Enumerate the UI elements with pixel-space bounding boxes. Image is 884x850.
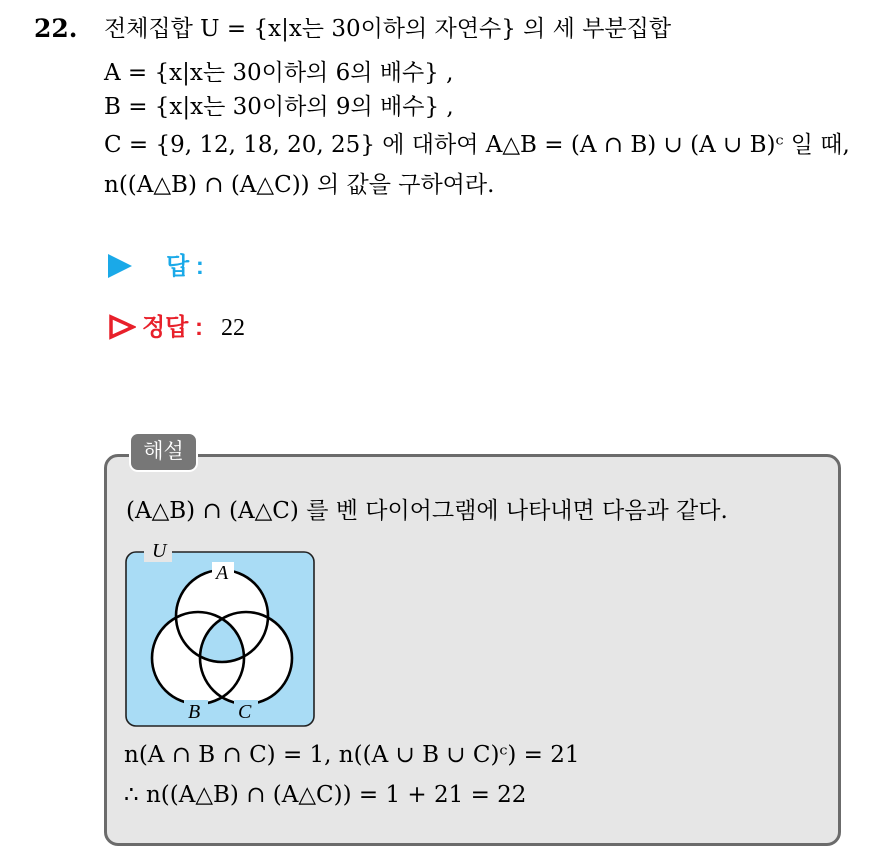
outline-triangle-icon xyxy=(108,314,136,347)
question-line-4: C = {9, 12, 18, 20, 25} 에 대하여 A△B = (A ∩ B) ∪ (A ∪ B)ᶜ 일 때, xyxy=(104,132,850,158)
solution-tab: 해설 xyxy=(129,432,198,472)
set-b-label: B xyxy=(188,701,201,723)
set-a-label: A xyxy=(216,562,229,584)
question-number: 22. xyxy=(34,14,78,43)
correct-answer-row xyxy=(108,307,245,347)
play-triangle-icon xyxy=(108,254,132,278)
question-line-2: A = {x|x는 30이하의 6의 배수} , xyxy=(104,60,454,86)
question-line-3: B = {x|x는 30이하의 9의 배수} , xyxy=(104,94,454,120)
set-c-label: C xyxy=(238,701,252,723)
venn-diagram xyxy=(118,538,324,730)
solution-result-2: ∴ n((A△B) ∩ (A△C)) = 1 + 21 = 22 xyxy=(124,782,527,808)
correct-answer-value: 22 xyxy=(221,315,246,341)
question-line-1: 전체집합 U = {x|x는 30이하의 자연수} 의 세 부분집합 xyxy=(104,16,672,42)
universe-label: U xyxy=(152,540,167,562)
question-line-5: n((A△B) ∩ (A△C)) 의 값을 구하여라. xyxy=(104,172,495,198)
solution-result-1: n(A ∩ B ∩ C) = 1, n((A ∪ B ∪ C)ᶜ) = 21 xyxy=(124,742,580,768)
answer-label: 답 : xyxy=(166,253,204,280)
correct-answer-label: 정답 : xyxy=(142,314,204,341)
solution-intro: (A△B) ∩ (A△C) 를 벤 다이어그램에 나타내면 다음과 같다. xyxy=(126,498,728,524)
answer-row xyxy=(108,246,204,281)
